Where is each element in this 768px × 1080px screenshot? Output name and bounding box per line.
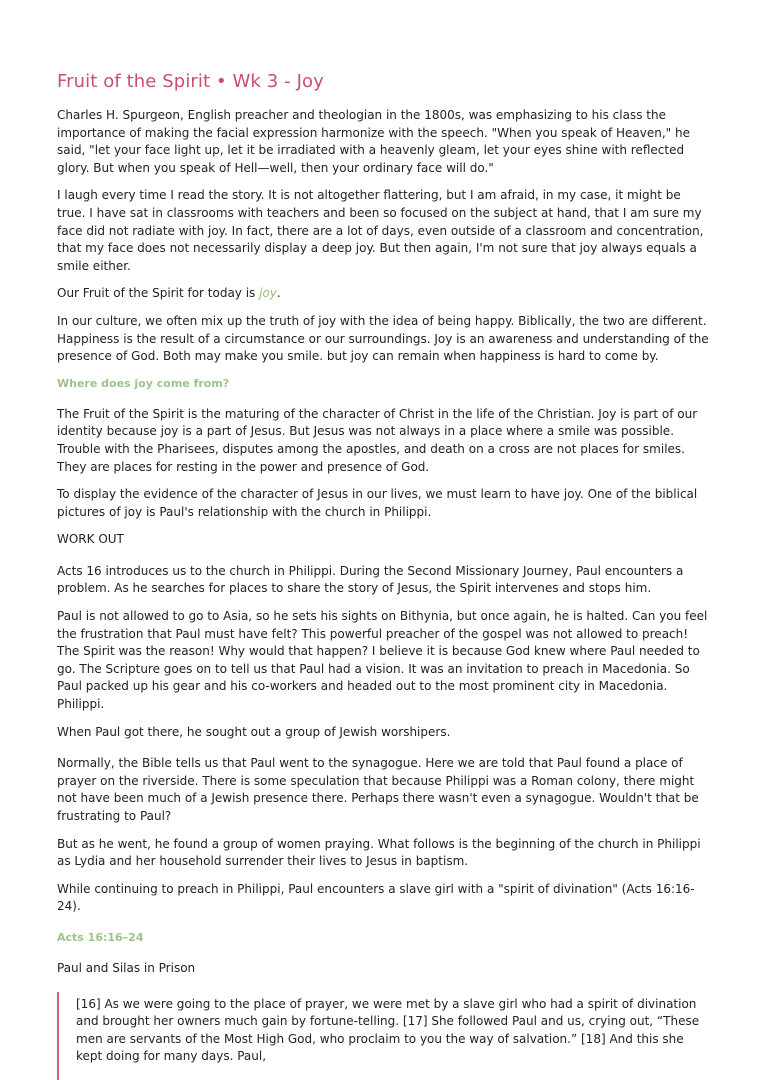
paragraph-slave-girl: While continuing to preach in Philippi, Paul encounters a slave girl with a "spirit of divination" (Acts 16:16-24). [57, 881, 695, 914]
scripture-quote [57, 992, 712, 1080]
page-title: Fruit of the Spirit • Wk 3 - Joy [57, 71, 324, 92]
paragraph-asia: Paul is not allowed to go to Asia, so he sets his sights on Bithynia, but once again, he is halted. Can you feel the frustration that Paul must have felt? This powerful preacher of the gospel was not allowed to preach! The Spirit was the reason! Why would that happen? I believe it is because God knew where Paul needed to go. The Scripture goes on to tell us that Paul had a vision. It was an invitation to preach in Macedonia. So Paul packed up his gear and his co-workers and headed out to the most prominent city in Macedonia. Philippi. [57, 609, 708, 712]
paragraph-work-out: WORK OUT [57, 532, 124, 547]
subheading-where-joy: Where does joy come from? [57, 376, 230, 390]
paragraph-culture: In our culture, we often mix up the truth of joy with the idea of being happy. Biblically, the two are different. Happiness is the result of a circumstance or our surroundings. Joy is an awareness and understanding of the presence of God. Both may make you smile. but joy can remain when happiness is hard to come by. [57, 313, 709, 364]
joy-link[interactable]: joy [259, 286, 277, 301]
paragraph-spurgeon: Charles H. Spurgeon, English preacher and theologian in the 1800s, was emphasizing to his class the importance of making the facial expression harmonize with the speech. "When you speak of Heaven," he said, "let your face light up, let it be irradiated with a heavenly gleam, let your eyes shine with reflected glory. But when you speak of Hell—well, then your ordinary face will do." [57, 108, 690, 175]
paragraph-acts16: Acts 16 introduces us to the church in Philippi. During the Second Missionary Journey, Paul encounters a problem. As he searches for places to share the story of Jesus, the Spirit intervenes and stops him. [57, 563, 684, 596]
paragraph-prison-title: Paul and Silas in Prison [57, 960, 196, 975]
subheading-acts-reference: Acts 16:16–24 [57, 930, 144, 944]
fruit-today-prefix: Our Fruit of the Spirit for today is [57, 286, 260, 301]
paragraph-display-evidence: To display the evidence of the character of Jesus in our lives, we must learn to have joy. One of the biblical pictures of joy is Paul's relationship with the church in Philippi. [57, 487, 698, 519]
paragraph-jewish-worshipers: When Paul got there, he sought out a group of Jewish worshipers. [57, 724, 451, 739]
fruit-today-suffix: . [276, 286, 281, 301]
paragraph-synagogue: Normally, the Bible tells us that Paul went to the synagogue. Here we are told that Paul found a place of prayer on the riverside. There is some speculation that because Philippi was a Roman colony, there might not have been much of a Jewish presence there. Perhaps there wasn't even a synagogue. Wouldn't that be frustrating to Paul? [57, 756, 699, 823]
paragraph-maturing: The Fruit of the Spirit is the maturing of the character of Christ in the life of the Christian. Joy is part of our identity because joy is a part of Jesus. But Jesus was not always in a place where a smile was possible. Trouble with the Pharisees, disputes among the apostles, and death on a cross are not places for smiles. They are places for resting in the power and presence of God. [57, 406, 698, 474]
paragraph-women-praying: But as he went, he found a group of women praying. What follows is the beginning of the church in Philippi as Lydia and her household surrender their lives to Jesus in baptism. [57, 836, 701, 869]
scripture-quote-text: [16] As we were going to the place of prayer, we were met by a slave girl who had a spirit of divination and brought her owners much gain by fortune-telling. [17] She followed Paul and us, crying out, “These men are servants of the Most High God, who proclaim to you the way of salvation.” [18] And this she kept doing for many days. Paul, [76, 996, 700, 1064]
paragraph-fruit-today [57, 285, 712, 303]
paragraph-laugh: I laugh every time I read the story. It is not altogether flattering, but I am afraid, in my case, it might be true. I have sat in classrooms with teachers and been so focused on the subject at hand, that I am sure my face did not radiate with joy. In fact, there are a lot of days, even outside of a classroom and concentration, that my face does not necessarily display a deep joy. But then again, I'm not sure that joy always equals a smile either. [57, 188, 704, 273]
